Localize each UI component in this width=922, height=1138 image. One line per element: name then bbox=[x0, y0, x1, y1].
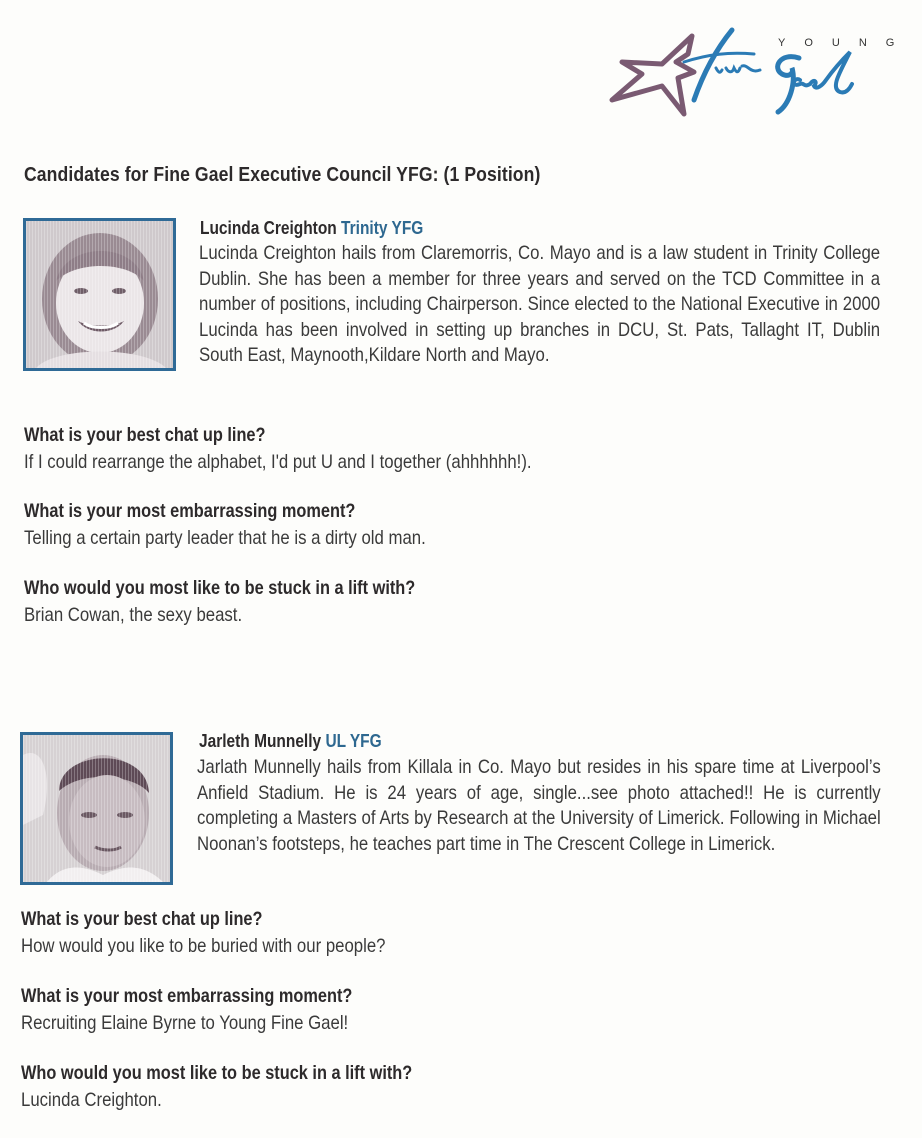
qa-item bbox=[21, 1061, 412, 1113]
candidate-branch: Trinity YFG bbox=[341, 218, 424, 238]
candidate-bio: Lucinda Creighton hails from Claremorris, Co. Mayo and is a law student in Trinity College Dublin. She has been a member for three years and served on the TCD Committee in a number of positions, including Chairperson. Since elected to the National Executive in 2000 Lucinda has been involved in setting up branches in DCU, St. Pats, Tallaght IT, Dublin South East, Maynooth,Kildare North and Mayo. bbox=[199, 242, 881, 367]
question: What is your most embarrassing moment? bbox=[24, 501, 356, 522]
candidate-name: Jarleth Munnelly bbox=[199, 731, 322, 751]
question: What is your best chat up line? bbox=[24, 425, 266, 446]
portrait-image-icon bbox=[26, 221, 173, 368]
qa-item bbox=[21, 984, 352, 1036]
question: Who would you most like to be stuck in a lift with? bbox=[24, 578, 416, 599]
logo-young-text: YOUNG bbox=[778, 37, 914, 49]
qa-item bbox=[24, 423, 532, 475]
page-title: Candidates for Fine Gael Executive Council YFG: (1 Position) bbox=[24, 164, 541, 186]
answer: Recruiting Elaine Byrne to Young Fine Gael! bbox=[21, 1012, 349, 1034]
candidate-name-heading bbox=[199, 731, 382, 752]
answer: Lucinda Creighton. bbox=[21, 1089, 162, 1111]
candidate-photo-jarleth bbox=[20, 732, 173, 885]
qa-item bbox=[21, 907, 386, 959]
answer: If I could rearrange the alphabet, I'd put U and I together (ahhhhhh!). bbox=[24, 451, 532, 473]
qa-item bbox=[24, 576, 415, 628]
candidate-name: Lucinda Creighton bbox=[200, 218, 337, 238]
candidate-branch: UL YFG bbox=[325, 731, 382, 751]
young-fine-gael-logo bbox=[604, 22, 914, 122]
answer: How would you like to be buried with our people? bbox=[21, 935, 386, 957]
candidate-name-heading bbox=[200, 218, 423, 239]
candidate-photo-lucinda bbox=[23, 218, 176, 371]
answer: Brian Cowan, the sexy beast. bbox=[24, 604, 243, 626]
answer: Telling a certain party leader that he is a dirty old man. bbox=[24, 527, 426, 549]
candidate-bio: Jarlath Munnelly hails from Killala in Co. Mayo but resides in his spare time at Liverpool’s Anfield Stadium. He is 24 years of age, single...see photo attached!! He is currently completing a Masters of Arts by Research at the University of Limerick. Following in Michael Noonan’s footsteps, he teaches part time in The Crescent College in Limerick. bbox=[197, 756, 881, 855]
question: What is your best chat up line? bbox=[21, 909, 263, 930]
question: What is your most embarrassing moment? bbox=[21, 986, 353, 1007]
qa-item bbox=[24, 499, 426, 551]
question: Who would you most like to be stuck in a lift with? bbox=[21, 1063, 413, 1084]
portrait-image-icon bbox=[23, 735, 170, 882]
